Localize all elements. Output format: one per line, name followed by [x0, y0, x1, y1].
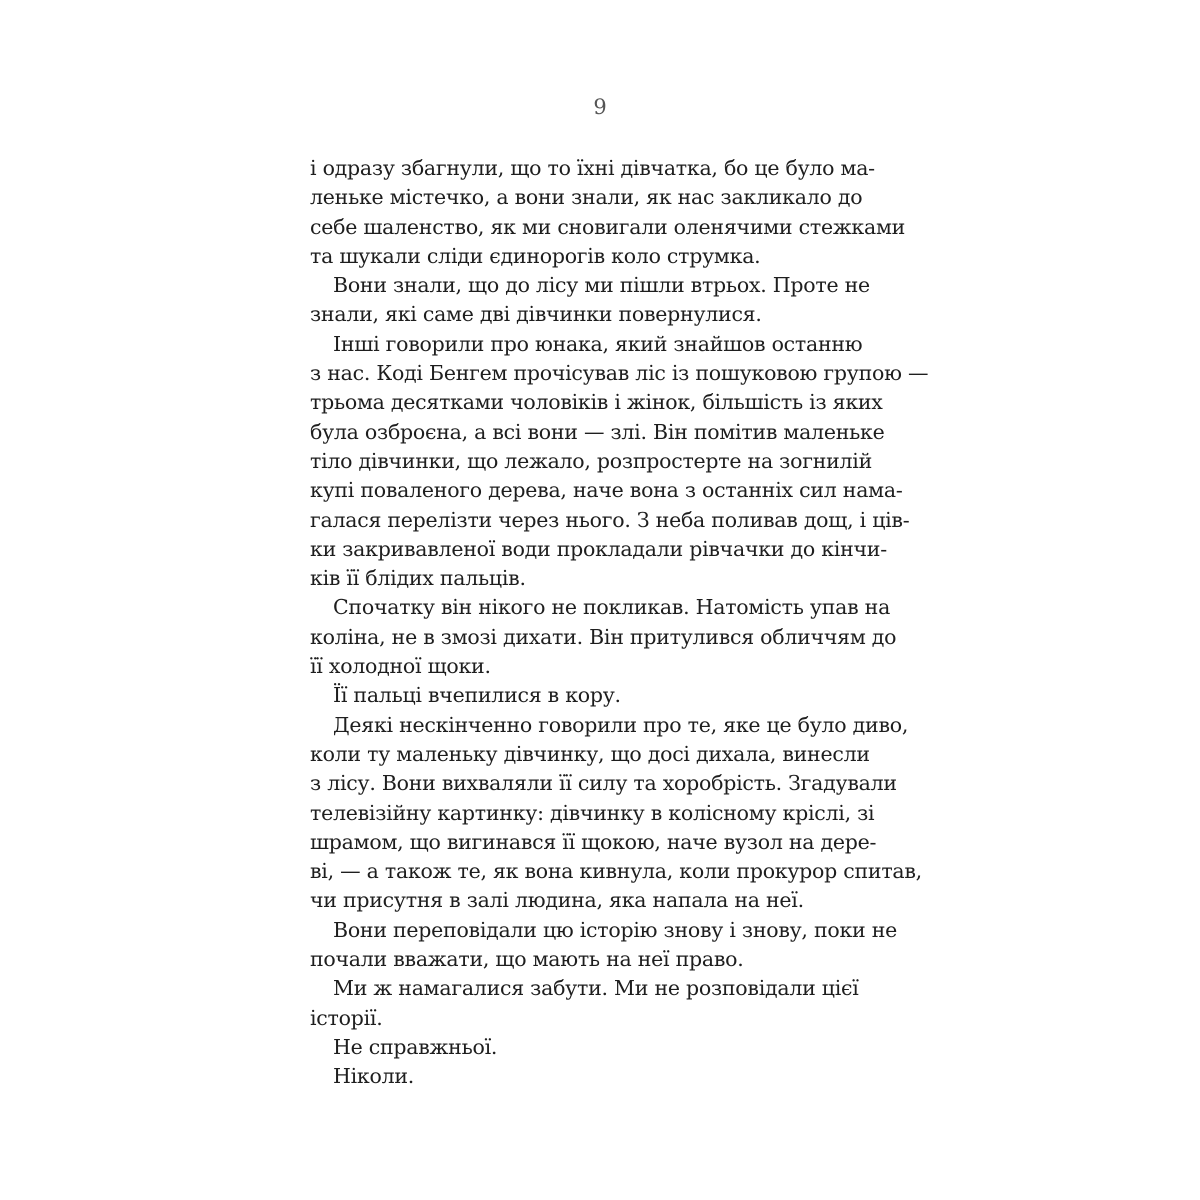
text-line: Не справжньої.	[333, 1034, 498, 1059]
body-text	[310, 154, 929, 1092]
text-line: Інші говорили про юнака, який знайшов останню	[333, 331, 863, 356]
text-line: була озброєна, а всі вони — злі. Він помітив маленьке	[310, 419, 885, 444]
text-line: ків її блідих пальців.	[310, 566, 526, 591]
text-line: галася перелізти через нього. З неба поливав дощ, і ців-	[310, 507, 910, 532]
text-line: і одразу збагнули, що то їхні дівчатка, бо це було ма-	[310, 156, 875, 180]
page-number: 9	[593, 95, 607, 119]
text-line: Вони переповідали цю історію знову і знову, поки не	[333, 917, 898, 942]
text-line: з лісу. Вони вихваляли її силу та хоробрість. Згадували	[310, 771, 897, 796]
text-line: коліна, не в змозі дихати. Він притулився обличчям до	[310, 624, 897, 649]
text-line: телевізійну картинку: дівчинку в колісному кріслі, зі	[310, 800, 875, 825]
text-line: почали вважати, що мають на неї право.	[310, 947, 744, 972]
text-line: коли ту маленьку дівчинку, що досі дихала, винесли	[310, 741, 870, 766]
text-line: та шукали сліди єдинорогів коло струмка.	[310, 243, 761, 268]
text-line: Вони знали, що до лісу ми пішли втрьох. Проте не	[333, 273, 870, 298]
text-line: Деякі нескінченно говорили про те, яке це було диво,	[333, 712, 909, 737]
text-line: чи присутня в залі людина, яка напала на неї.	[310, 888, 804, 913]
text-line: шрамом, що вигинався її щокою, наче вузол на дере-	[310, 829, 877, 854]
text-line: її холодної щоки.	[310, 654, 491, 679]
text-line: з нас. Коді Бенгем прочісував ліс із пошуковою групою —	[310, 361, 929, 386]
text-line: ві, — а також те, як вона кивнула, коли прокурор спитав,	[310, 859, 922, 884]
text-line: знали, які саме дві дівчинки повернулися.	[310, 302, 762, 327]
text-line: трьома десятками чоловіків і жінок, більшість із яких	[310, 390, 883, 415]
text-line: Спочатку він нікого не покликав. Натомість упав на	[333, 595, 891, 620]
text-line: себе шаленство, як ми сновигали оленячими стежками	[310, 214, 906, 239]
text-line: ки закривавленої води прокладали рівчачки до кінчи-	[310, 536, 887, 561]
text-line: купі поваленого дерева, наче вона з останніх сил нама-	[310, 478, 903, 503]
text-line: історії.	[310, 1005, 383, 1030]
text-line: Ніколи.	[333, 1064, 415, 1089]
text-line: Ми ж намагалися забути. Ми не розповідали цієї	[333, 976, 859, 1001]
text-line: тіло дівчинки, що лежало, розпростерте на зогнилій	[310, 448, 873, 473]
text-line: леньке містечко, а вони знали, як нас закликало до	[310, 185, 863, 210]
text-line: Її пальці вчепилися в кору.	[333, 683, 621, 708]
